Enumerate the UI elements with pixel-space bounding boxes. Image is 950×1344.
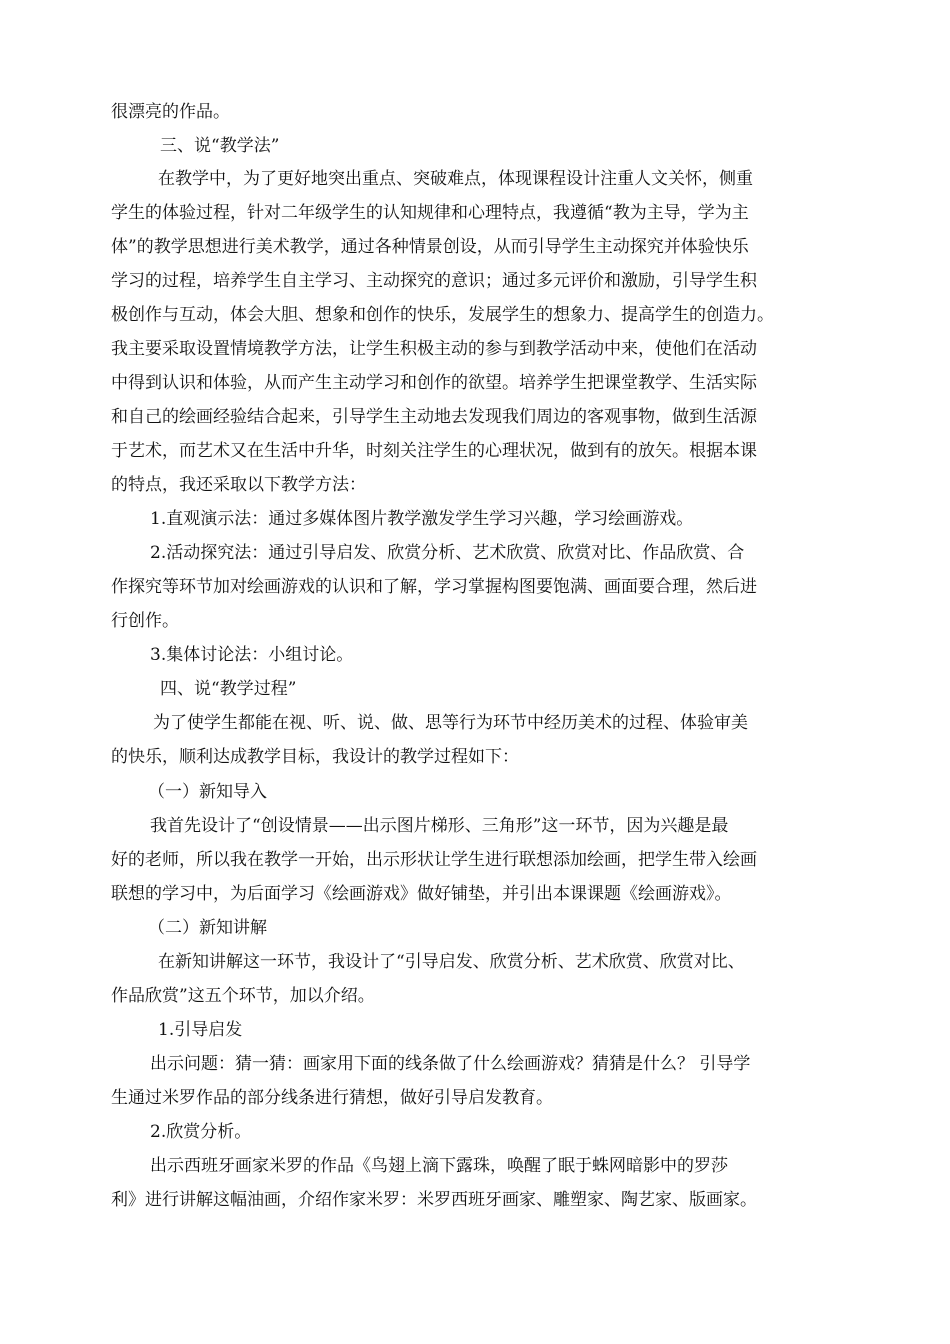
paragraph-line: 中得到认识和体验，从而产生主动学习和创作的欲望。培养学生把课堂教学、生活实际 (111, 373, 757, 393)
paragraph-line: 学生的体验过程，针对二年级学生的认知规律和心理特点，我遵循“教为主导，学为主 (111, 203, 749, 223)
paragraph-line: 出示西班牙画家米罗的作品《鸟翅上滴下露珠，唤醒了眠于蛛网暗影中的罗莎 (150, 1156, 728, 1176)
paragraph-line: 和自己的绘画经验结合起来，引导学生主动地去发现我们周边的客观事物，做到生活源 (111, 407, 757, 427)
paragraph-line: 行创作。 (111, 611, 179, 631)
paragraph-line: 出示问题：猜一猜：画家用下面的线条做了什么绘画游戏？猜猜是什么？ 引导学 (150, 1054, 751, 1074)
paragraph-line: 我主要采取设置情境教学方法，让学生积极主动的参与到教学活动中来，使他们在活动 (111, 339, 757, 359)
numbered-heading-guide: 1.引导启发 (158, 1020, 243, 1040)
paragraph-line: 在新知讲解这一环节，我设计了“引导启发、欣赏分析、艺术欣赏、欣赏对比、 (158, 952, 745, 972)
paragraph-line: 好的老师，所以我在教学一开始，出示形状让学生进行联想添加绘画，把学生带入绘画 (111, 850, 757, 870)
paragraph-line: 为了使学生都能在视、听、说、做、思等行为环节中经历美术的过程、体验审美 (153, 713, 748, 733)
subsection-heading-new-explain: （二）新知讲解 (148, 918, 267, 938)
section-heading-teaching-method: 三、说“教学法” (160, 136, 280, 156)
numbered-heading-appreciation: 2.欣赏分析。 (150, 1122, 252, 1142)
paragraph-line: 我首先设计了“创设情景——出示图片梯形、三角形”这一环节，因为兴趣是最 (150, 816, 729, 836)
subsection-heading-new-intro: （一）新知导入 (148, 782, 267, 802)
paragraph-line: 作探究等环节加对绘画游戏的认识和了解，学习掌握构图要饱满、画面要合理，然后进 (111, 577, 757, 597)
paragraph-line: 利》进行讲解这幅油画，介绍作家米罗：米罗西班牙画家、雕塑家、陶艺家、版画家。 (111, 1190, 757, 1210)
paragraph-line: 体”的教学思想进行美术教学，通过各种情景创设，从而引导学生主动探究并体验快乐 (111, 237, 749, 257)
list-item-method-1: 1.直观演示法：通过多媒体图片教学激发学生学习兴趣，学习绘画游戏。 (150, 509, 694, 529)
paragraph-line: 学习的过程，培养学生自主学习、主动探究的意识；通过多元评价和激励，引导学生积 (111, 271, 757, 291)
paragraph-line: 很漂亮的作品。 (111, 102, 230, 122)
list-item-method-3: 3.集体讨论法：小组讨论。 (150, 645, 354, 665)
paragraph-line: 的快乐，顺利达成教学目标，我设计的教学过程如下： (111, 747, 519, 767)
section-heading-teaching-process: 四、说“教学过程” (160, 679, 297, 699)
paragraph-line: 联想的学习中，为后面学习《绘画游戏》做好铺垫，并引出本课课题《绘画游戏》。 (111, 884, 732, 904)
paragraph-line: 作品欣赏”这五个环节，加以介绍。 (111, 986, 375, 1006)
paragraph-line: 在教学中，为了更好地突出重点、突破难点，体现课程设计注重人文关怀，侧重 (158, 169, 753, 189)
paragraph-line: 生通过米罗作品的部分线条进行猜想，做好引导启发教育。 (111, 1088, 553, 1108)
list-item-method-2: 2.活动探究法：通过引导启发、欣赏分析、艺术欣赏、欣赏对比、作品欣赏、合 (150, 543, 745, 563)
paragraph-line: 于艺术，而艺术又在生活中升华，时刻关注学生的心理状况，做到有的放矢。根据本课 (111, 441, 757, 461)
paragraph-line: 的特点，我还采取以下教学方法： (111, 475, 366, 495)
paragraph-line: 极创作与互动，体会大胆、想象和创作的快乐，发展学生的想象力、提高学生的创造力。 (111, 305, 774, 325)
